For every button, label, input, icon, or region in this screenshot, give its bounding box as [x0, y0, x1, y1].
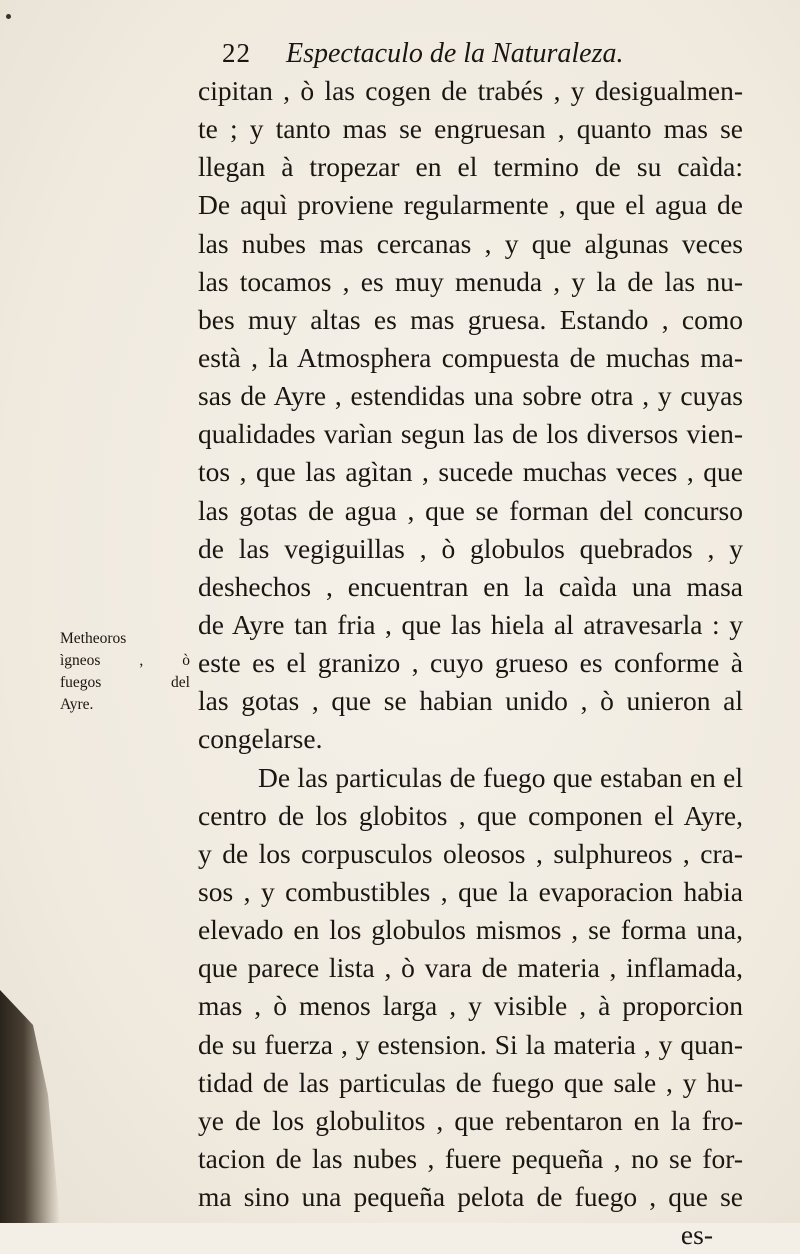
- text-line-paragraph-start: De las particulas de fuego que estaban en el: [258, 761, 743, 793]
- text-line: de Ayre tan fria , que las hiela al atravesarla : y: [198, 608, 743, 640]
- body-text: [198, 72, 743, 1254]
- text-line: tos , que las agìtan , sucede muchas veces , que: [198, 456, 743, 488]
- text-line: tacion de las nubes , fuere pequeña , no se for-: [198, 1142, 743, 1174]
- page-header: [222, 38, 742, 72]
- text-line: bes muy altas es mas gruesa. Estando , como: [198, 303, 743, 335]
- text-line: y de los corpusculos oleosos , sulphureos , cra-: [198, 837, 743, 869]
- text-line: centro de los globitos , que componen el Ayre,: [198, 799, 743, 831]
- marginal-note: [60, 628, 190, 716]
- text-line: sas de Ayre , estendidas una sobre otra , y cuyas: [198, 380, 743, 412]
- text-line: las tocamos , es muy menuda , y la de las nu-: [198, 265, 743, 297]
- text-line: De aquì proviene regularmente , que el agua de: [198, 189, 743, 221]
- text-line: està , la Atmosphera compuesta de muchas ma-: [198, 341, 743, 373]
- text-line: llegan à tropezar en el termino de su caìda:: [198, 151, 743, 183]
- marginal-note-line: fuegos del: [60, 674, 190, 691]
- ink-speck: [6, 14, 11, 19]
- running-title: Espectaculo de la Naturaleza.: [286, 38, 624, 69]
- text-line: elevado en los globulos mismos , se forma una,: [198, 914, 743, 946]
- marginal-note-line: Metheoros: [60, 630, 127, 647]
- text-line: deshechos , encuentran en la caìda una masa: [198, 570, 743, 602]
- text-line: que parece lista , ò vara de materia , inflamada,: [198, 952, 743, 984]
- catchword: es-: [680, 1219, 713, 1251]
- text-line-paragraph-end: congelarse.: [198, 723, 323, 755]
- text-line: sos , y combustibles , que la evaporacion habia: [198, 875, 743, 907]
- page-edge-shadow: [0, 990, 60, 1223]
- marginal-note-line: ìgneos , ò: [60, 652, 190, 669]
- text-line: las gotas , que se habian unido , ò unieron al: [198, 685, 743, 717]
- text-line: mas , ò menos larga , y visible , à proporcion: [198, 990, 743, 1022]
- text-line: ye de los globulitos , que rebentaron en la fro-: [198, 1104, 743, 1136]
- text-line: las gotas de agua , que se forman del concurso: [198, 494, 743, 526]
- text-line: este es el granizo , cuyo grueso es conforme à: [198, 647, 743, 679]
- text-line: las nubes mas cercanas , y que algunas veces: [198, 227, 743, 259]
- text-line: de su fuerza , y estension. Si la materia , y quan-: [198, 1028, 743, 1060]
- text-line: ma sino una pequeña pelota de fuego , que se: [198, 1181, 743, 1213]
- marginal-note-line: Ayre.: [60, 696, 94, 713]
- text-line: qualidades varìan segun las de los diversos vien-: [198, 418, 743, 450]
- text-line: tidad de las particulas de fuego que sale , y hu-: [198, 1066, 743, 1098]
- page-number: 22: [222, 38, 251, 68]
- text-line: te ; y tanto mas se engruesan , quanto mas se: [198, 113, 743, 145]
- text-line: de las vegiguillas , ò globulos quebrados , y: [198, 532, 743, 564]
- text-line: cipitan , ò las cogen de trabés , y desigualmen-: [198, 75, 743, 106]
